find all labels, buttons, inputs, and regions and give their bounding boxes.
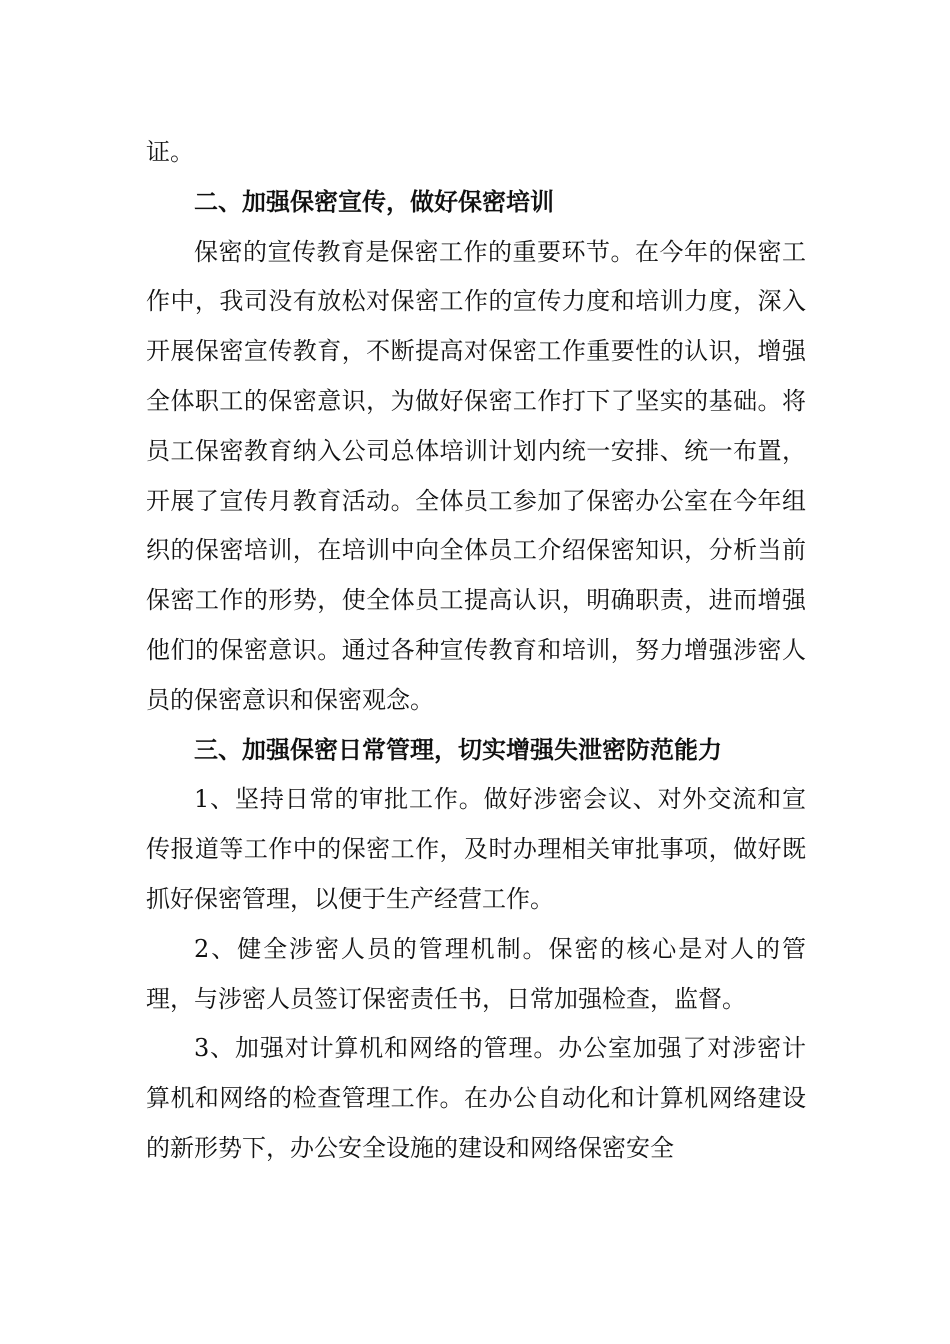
continuation-text: 证。 (146, 138, 194, 166)
section-3-item-2: 2、健全涉密人员的管理机制。保密的核心是对人的管理，与涉密人员签订保密责任书，日常加强检查，监督。 (146, 934, 806, 1013)
section-2-paragraph: 保密的宣传教育是保密工作的重要环节。在今年的保密工作中，我司没有放松对保密工作的宣传力度和培训力度，深入开展保密宣传教育，不断提高对保密工作重要性的认识，增强全体职工的保密意识，为做好保密工作打下了坚实的基础。将员工保密教育纳入公司总体培训计划内统一安排、统一布置，开展了宣传月教育活动。全体员工参加了保密办公室在今年组织的保密培训，在培训中向全体员工介绍保密知识，分析当前保密工作的形势，使全体员工提高认识，明确职责，进而增强他们的保密意识。通过各种宣传教育和培训，努力增强涉密人员的保密意识和保密观念。 (146, 237, 806, 714)
document-page (146, 128, 806, 1174)
section-2-heading: 二、加强保密宣传，做好保密培训 (194, 187, 554, 216)
section-3-item-3: 3、加强对计算机和网络的管理。办公室加强了对涉密计算机和网络的检查管理工作。在办公自动化和计算机网络建设的新形势下，办公安全设施的建设和网络保密安全 (146, 1034, 806, 1162)
section-3-heading: 三、加强保密日常管理，切实增强失泄密防范能力 (194, 735, 722, 764)
section-3-item-1: 1、坚持日常的审批工作。做好涉密会议、对外交流和宣传报道等工作中的保密工作，及时办理相关审批事项，做好既抓好保密管理，以便于生产经营工作。 (146, 785, 806, 913)
